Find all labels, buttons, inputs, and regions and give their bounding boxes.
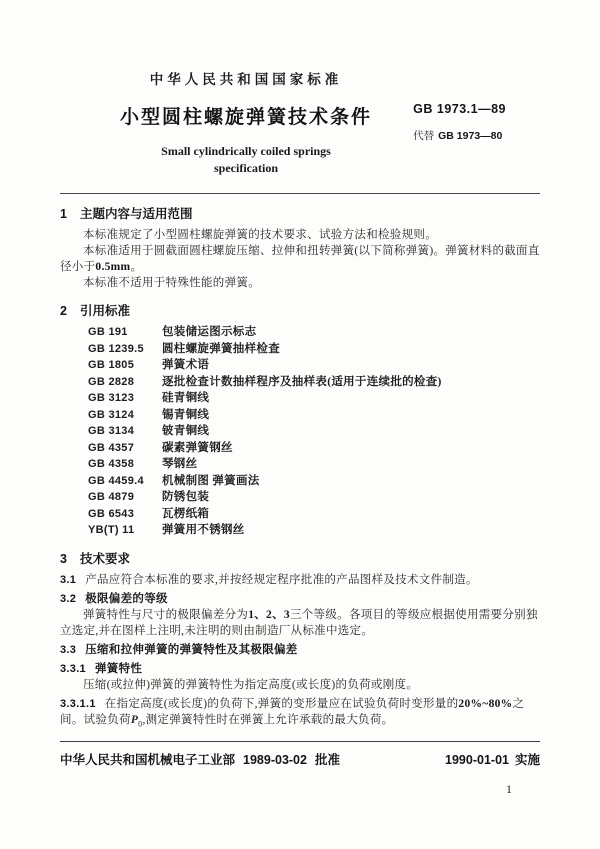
symbol-subscript: 0	[138, 718, 143, 728]
section-scope	[60, 204, 540, 291]
replaced-standard	[413, 128, 506, 143]
section-title: 主题内容与适用范围	[79, 207, 193, 221]
clause-number: 3.3	[60, 643, 77, 656]
scope-paragraph-2-period: 。	[130, 261, 143, 273]
clause-number: 3.1	[60, 573, 77, 586]
reference-title: 防锈包装	[162, 491, 210, 503]
reference-title: 弹簧用不锈钢丝	[162, 524, 245, 536]
reference-code: GB 6543	[88, 507, 135, 520]
approval-label: 批准	[314, 753, 340, 767]
reference-title: 碳素弹簧钢丝	[162, 441, 233, 454]
reference-item	[88, 390, 540, 407]
section-number: 1	[60, 207, 67, 221]
reference-code: GB 4459.4	[88, 474, 144, 487]
document-title-en-line1: Small cylindrically coiled springs	[161, 144, 331, 158]
reference-item	[88, 423, 540, 440]
section-references	[60, 301, 540, 539]
reference-code: GB 1239.5	[88, 342, 144, 355]
reference-title: 逐批检查计数抽样程序及抽样表(适用于连续批的检查)	[162, 375, 442, 388]
document-title-cn: 小型圆柱螺旋弹簧技术条件	[119, 107, 372, 128]
reference-item	[88, 374, 540, 391]
reference-code: GB 1805	[88, 359, 135, 371]
clause-text: 弹簧特性与尺寸的极限偏差分为	[83, 608, 249, 621]
clause-text: 三个等级。各项目的等级应根据使用需要分别独立选定,并在图样上注明,未注明的则由制造厂从标准中选定。	[60, 608, 538, 637]
reference-title: 圆柱螺旋弹簧抽样检查	[162, 342, 280, 355]
reference-code: GB 3123	[88, 392, 135, 404]
section-number: 3	[60, 551, 67, 566]
reference-code: GB 2828	[88, 375, 135, 388]
reference-item	[88, 440, 540, 457]
replaced-standard-code: GB 1973—80	[438, 130, 503, 142]
section-references-heading	[60, 301, 540, 319]
document-footer	[60, 741, 540, 797]
standard-code-block	[413, 102, 506, 143]
clause-number: 3.2	[60, 592, 77, 605]
clause-3-1	[60, 572, 540, 588]
page-number: 1	[506, 782, 512, 796]
footer-row	[60, 750, 540, 768]
scope-paragraph-2-text: 本标准适用于圆截面圆柱螺旋压缩、拉伸和扭转弹簧(以下简称弹簧)。弹簧材料的截面直径小于	[60, 245, 540, 273]
footer-divider	[60, 741, 540, 742]
clause-number: 3.3.1	[60, 662, 86, 675]
reference-code: GB 4879	[88, 491, 135, 503]
reference-code: GB 191	[88, 326, 128, 338]
clause-number: 3.3.1.1	[60, 697, 96, 710]
clause-3-3-1-paragraph: 压缩(或拉伸)弹簧的弹簧特性为指定高度(或长度)的负荷或刚度。	[83, 678, 419, 691]
reference-code: GB 4357	[88, 441, 135, 454]
clause-text: 在指定高度(或长度)的负荷下,弹簧的变形量应在试验负荷时变形量的	[104, 697, 459, 710]
clause-text: 之间。试验负荷	[60, 697, 525, 726]
clause-3-3-1-1	[60, 696, 540, 732]
reference-item	[88, 324, 540, 341]
test-load-symbol	[131, 714, 143, 726]
document-title-en	[60, 143, 432, 177]
diameter-value: 0.5mm	[95, 261, 131, 273]
reference-item	[88, 506, 540, 523]
reference-code: GB 4358	[88, 458, 135, 470]
clause-3-3	[60, 642, 540, 658]
section-technical-requirements	[60, 549, 540, 732]
reference-item	[88, 456, 540, 473]
reference-list	[60, 324, 540, 539]
reference-item	[88, 341, 540, 358]
approval-statement	[60, 750, 340, 768]
reference-code: GB 3124	[88, 408, 135, 421]
deformation-range: 20%~80%	[458, 697, 513, 710]
section-technical-heading	[60, 549, 540, 567]
reference-title: 硅青铜线	[162, 392, 210, 404]
clause-title: 压缩和拉伸弹簧的弹簧特性及其极限偏差	[85, 643, 298, 656]
standard-code: GB 1973.1—89	[413, 102, 506, 116]
reference-item	[88, 522, 540, 539]
reference-title: 包装储运图示标志	[162, 326, 257, 338]
header-divider	[60, 193, 540, 194]
approval-org: 中华人民共和国机械电子工业部	[60, 753, 236, 767]
reference-item	[88, 357, 540, 374]
reference-title: 瓦楞纸箱	[162, 507, 210, 520]
reference-code: YB(T) 11	[88, 524, 135, 536]
reference-title: 琴钢丝	[162, 458, 198, 470]
clause-text: ,测定弹簧特性时在弹簧上允许承载的最大负荷。	[142, 713, 394, 726]
clause-3-2-paragraph	[60, 607, 540, 639]
implementation-statement	[445, 750, 540, 768]
section-title: 技术要求	[79, 551, 130, 566]
implementation-date: 1990-01-01	[445, 753, 509, 767]
symbol-letter: P	[130, 713, 139, 726]
reference-title: 铍青铜线	[162, 425, 210, 437]
reference-title: 锡青铜线	[162, 408, 210, 421]
reference-title: 弹簧术语	[162, 359, 210, 371]
replaces-label: 代替	[413, 130, 435, 142]
document-title-en-line2: specification	[214, 161, 278, 175]
scope-paragraph-1: 本标准规定了小型圆柱螺旋弹簧的技术要求、试验方法和检验规则。	[83, 229, 437, 241]
document-header	[60, 68, 540, 177]
scope-paragraph-3: 本标准不适用于特殊性能的弹簧。	[83, 277, 260, 289]
clause-3-2	[60, 591, 540, 607]
reference-title: 机械制图 弹簧画法	[162, 474, 260, 487]
reference-item	[88, 473, 540, 490]
section-number: 2	[60, 304, 67, 318]
clause-text: 产品应符合本标准的要求,并按经规定程序批准的产品图样及技术文件制造。	[85, 573, 478, 586]
clause-title: 极限偏差的等级	[85, 592, 168, 605]
national-standard-label: 中华人民共和国国家标准	[149, 72, 343, 87]
clause-3-3-1	[60, 661, 540, 677]
approval-date: 1989-03-02	[243, 753, 307, 767]
reference-item	[88, 489, 540, 506]
implementation-label: 实施	[514, 753, 540, 767]
grade-levels: 1、2、3	[248, 608, 290, 621]
clause-title: 弹簧特性	[94, 662, 143, 675]
reference-item	[88, 407, 540, 424]
reference-code: GB 3134	[88, 425, 135, 437]
section-title: 引用标准	[79, 304, 130, 318]
section-scope-heading	[60, 204, 540, 222]
scope-paragraph-2	[60, 243, 540, 275]
